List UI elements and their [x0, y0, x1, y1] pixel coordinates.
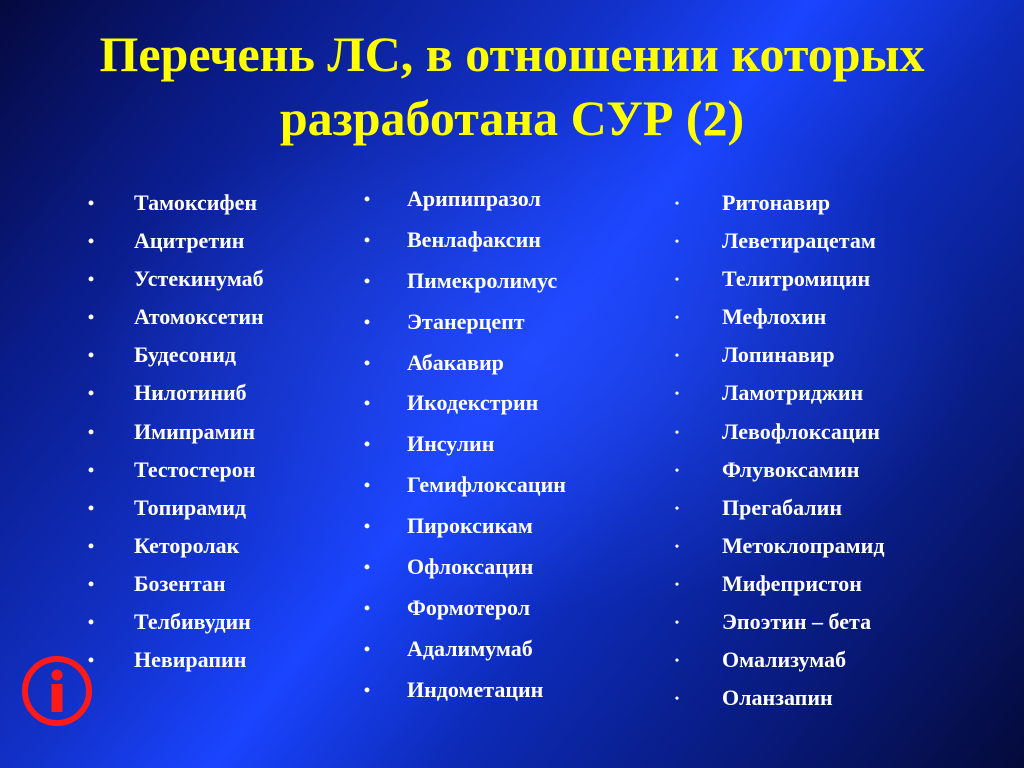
drug-list-item — [87, 645, 264, 683]
drug-name: Лопинавир — [722, 342, 835, 368]
bullet-icon: • — [674, 653, 680, 668]
bullet-icon: • — [87, 573, 95, 594]
drug-list-column-3 — [674, 188, 885, 721]
drug-list-item — [363, 388, 566, 429]
bullet-icon: • — [363, 557, 371, 578]
bullet-icon: • — [363, 597, 371, 618]
drug-list-item — [87, 569, 264, 607]
drug-list-item — [87, 607, 264, 645]
drug-name: Атомоксетин — [134, 304, 264, 330]
drug-name: Офлоксацин — [407, 554, 534, 580]
drug-list-item — [87, 493, 264, 531]
drug-list-column-1 — [87, 188, 264, 683]
drug-name: Оланзапин — [722, 685, 833, 711]
drug-name: Икодекстрин — [407, 390, 539, 416]
slide-title-line-1: Перечень ЛС, в отношении которых — [99, 26, 925, 82]
drug-list-item — [363, 307, 566, 348]
drug-name: Метоклопрамид — [722, 532, 885, 558]
drug-list-item — [674, 226, 884, 264]
drug-name: Ацитретин — [134, 228, 245, 254]
drug-name: Гемифлоксацин — [407, 472, 566, 498]
drug-name: Пимекролимус — [407, 267, 558, 293]
drug-name: Омализумаб — [722, 647, 847, 673]
drug-name: Леветирацетам — [722, 228, 876, 254]
bullet-icon: • — [87, 535, 95, 556]
drug-name: Эпоэтин – бета — [722, 609, 872, 635]
drug-list-item — [87, 455, 264, 493]
drug-name: Мифепристон — [722, 570, 862, 596]
drug-list-item — [363, 511, 566, 552]
bullet-icon: • — [674, 691, 680, 706]
drug-list-item — [674, 493, 884, 531]
drug-name: Ритонавир — [722, 190, 831, 215]
drug-list-item — [674, 569, 884, 607]
drug-name: Арипипразол — [407, 186, 541, 211]
drug-list-item — [674, 455, 884, 493]
drug-list-item — [87, 188, 264, 226]
drug-name: Этанерцепт — [407, 308, 525, 334]
bullet-icon: • — [363, 189, 371, 209]
bullet-icon: • — [87, 345, 95, 366]
drug-list-item — [363, 225, 566, 266]
bullet-icon: • — [674, 310, 680, 325]
drug-name: Имипрамин — [134, 418, 256, 444]
drug-name: Топирамид — [134, 494, 247, 520]
drug-name: Устекинумаб — [134, 266, 264, 292]
drug-name: Адалимумаб — [407, 635, 533, 661]
drug-name: Тестостерон — [134, 456, 256, 482]
drug-name: Кеторолак — [134, 532, 240, 558]
bullet-icon: • — [363, 679, 371, 700]
drug-name: Ламотриджин — [722, 380, 864, 406]
bullet-icon: • — [87, 497, 95, 518]
drug-name: Формотерол — [407, 594, 531, 620]
drug-list-item — [674, 683, 884, 721]
bullet-icon: • — [87, 612, 95, 633]
drug-list-column-2 — [363, 184, 566, 716]
bullet-icon: • — [674, 196, 680, 210]
slide-title — [0, 22, 1024, 150]
drug-list-item — [87, 378, 264, 416]
drug-list-item — [674, 302, 884, 340]
drug-list-item — [87, 226, 264, 264]
drug-name: Флувоксамин — [722, 456, 860, 482]
drug-name: Прегабалин — [722, 494, 842, 520]
bullet-icon: • — [87, 269, 95, 290]
drug-list-item — [87, 417, 264, 455]
bullet-icon: • — [363, 475, 371, 496]
drug-list-item — [363, 593, 566, 634]
drug-name: Бозентан — [134, 570, 226, 596]
drug-name: Телитромицин — [722, 266, 871, 292]
drug-list-item — [674, 645, 884, 683]
info-icon — [20, 654, 94, 728]
drug-list-item — [363, 429, 566, 470]
bullet-icon: • — [87, 193, 95, 213]
drug-name: Левофлоксацин — [722, 418, 880, 444]
bullet-icon: • — [674, 234, 680, 249]
drug-name: Нилотиниб — [134, 380, 247, 406]
bullet-icon: • — [674, 500, 680, 515]
bullet-icon: • — [87, 383, 95, 404]
bullet-icon: • — [363, 516, 371, 537]
bullet-icon: • — [87, 650, 95, 671]
bullet-icon: • — [674, 424, 680, 439]
bullet-icon: • — [674, 386, 680, 401]
bullet-icon: • — [674, 615, 680, 630]
drug-list-item — [363, 184, 566, 225]
bullet-icon: • — [363, 270, 371, 291]
bullet-icon: • — [674, 272, 680, 287]
drug-list-item — [674, 531, 885, 569]
drug-list-item — [674, 607, 884, 645]
drug-list-item — [363, 266, 566, 307]
drug-name: Пироксикам — [407, 513, 533, 539]
drug-name: Абакавир — [407, 349, 504, 375]
drug-list-item — [363, 675, 566, 716]
bullet-icon: • — [363, 393, 371, 414]
bullet-icon: • — [87, 459, 95, 480]
bullet-icon: • — [363, 311, 371, 332]
bullet-icon: • — [87, 421, 95, 442]
bullet-icon: • — [363, 229, 371, 250]
drug-list-item — [363, 348, 566, 389]
bullet-icon: • — [674, 576, 680, 591]
drug-name: Индометацин — [407, 676, 544, 702]
drug-name: Невирапин — [134, 647, 247, 673]
drug-list-item — [674, 417, 884, 455]
bullet-icon: • — [87, 231, 95, 252]
drug-list-item — [87, 340, 264, 378]
bullet-icon: • — [674, 348, 680, 363]
drug-name: Телбивудин — [134, 609, 251, 635]
drug-list-item — [363, 552, 566, 593]
drug-list-item — [363, 470, 566, 511]
drug-list-item — [674, 378, 884, 416]
bullet-icon: • — [363, 434, 371, 455]
bullet-icon: • — [363, 638, 371, 659]
drug-name: Будесонид — [134, 342, 237, 368]
drug-list-item — [363, 634, 566, 675]
bullet-icon: • — [87, 307, 95, 328]
drug-name: Инсулин — [407, 431, 495, 457]
drug-list-item — [87, 264, 264, 302]
slide-title-line-2: разработана СУР (2) — [279, 90, 745, 146]
drug-list-item — [674, 264, 884, 302]
info-button[interactable] — [20, 654, 94, 728]
drug-name: Мефлохин — [722, 304, 827, 330]
drug-name: Венлафаксин — [407, 226, 541, 252]
bullet-icon: • — [674, 462, 680, 477]
drug-list-item — [674, 188, 884, 226]
drug-list-item — [87, 531, 264, 569]
bullet-icon: • — [674, 538, 680, 553]
drug-list-item — [87, 302, 264, 340]
bullet-icon: • — [363, 352, 371, 373]
drug-list-item — [674, 340, 884, 378]
drug-name: Тамоксифен — [134, 190, 258, 215]
